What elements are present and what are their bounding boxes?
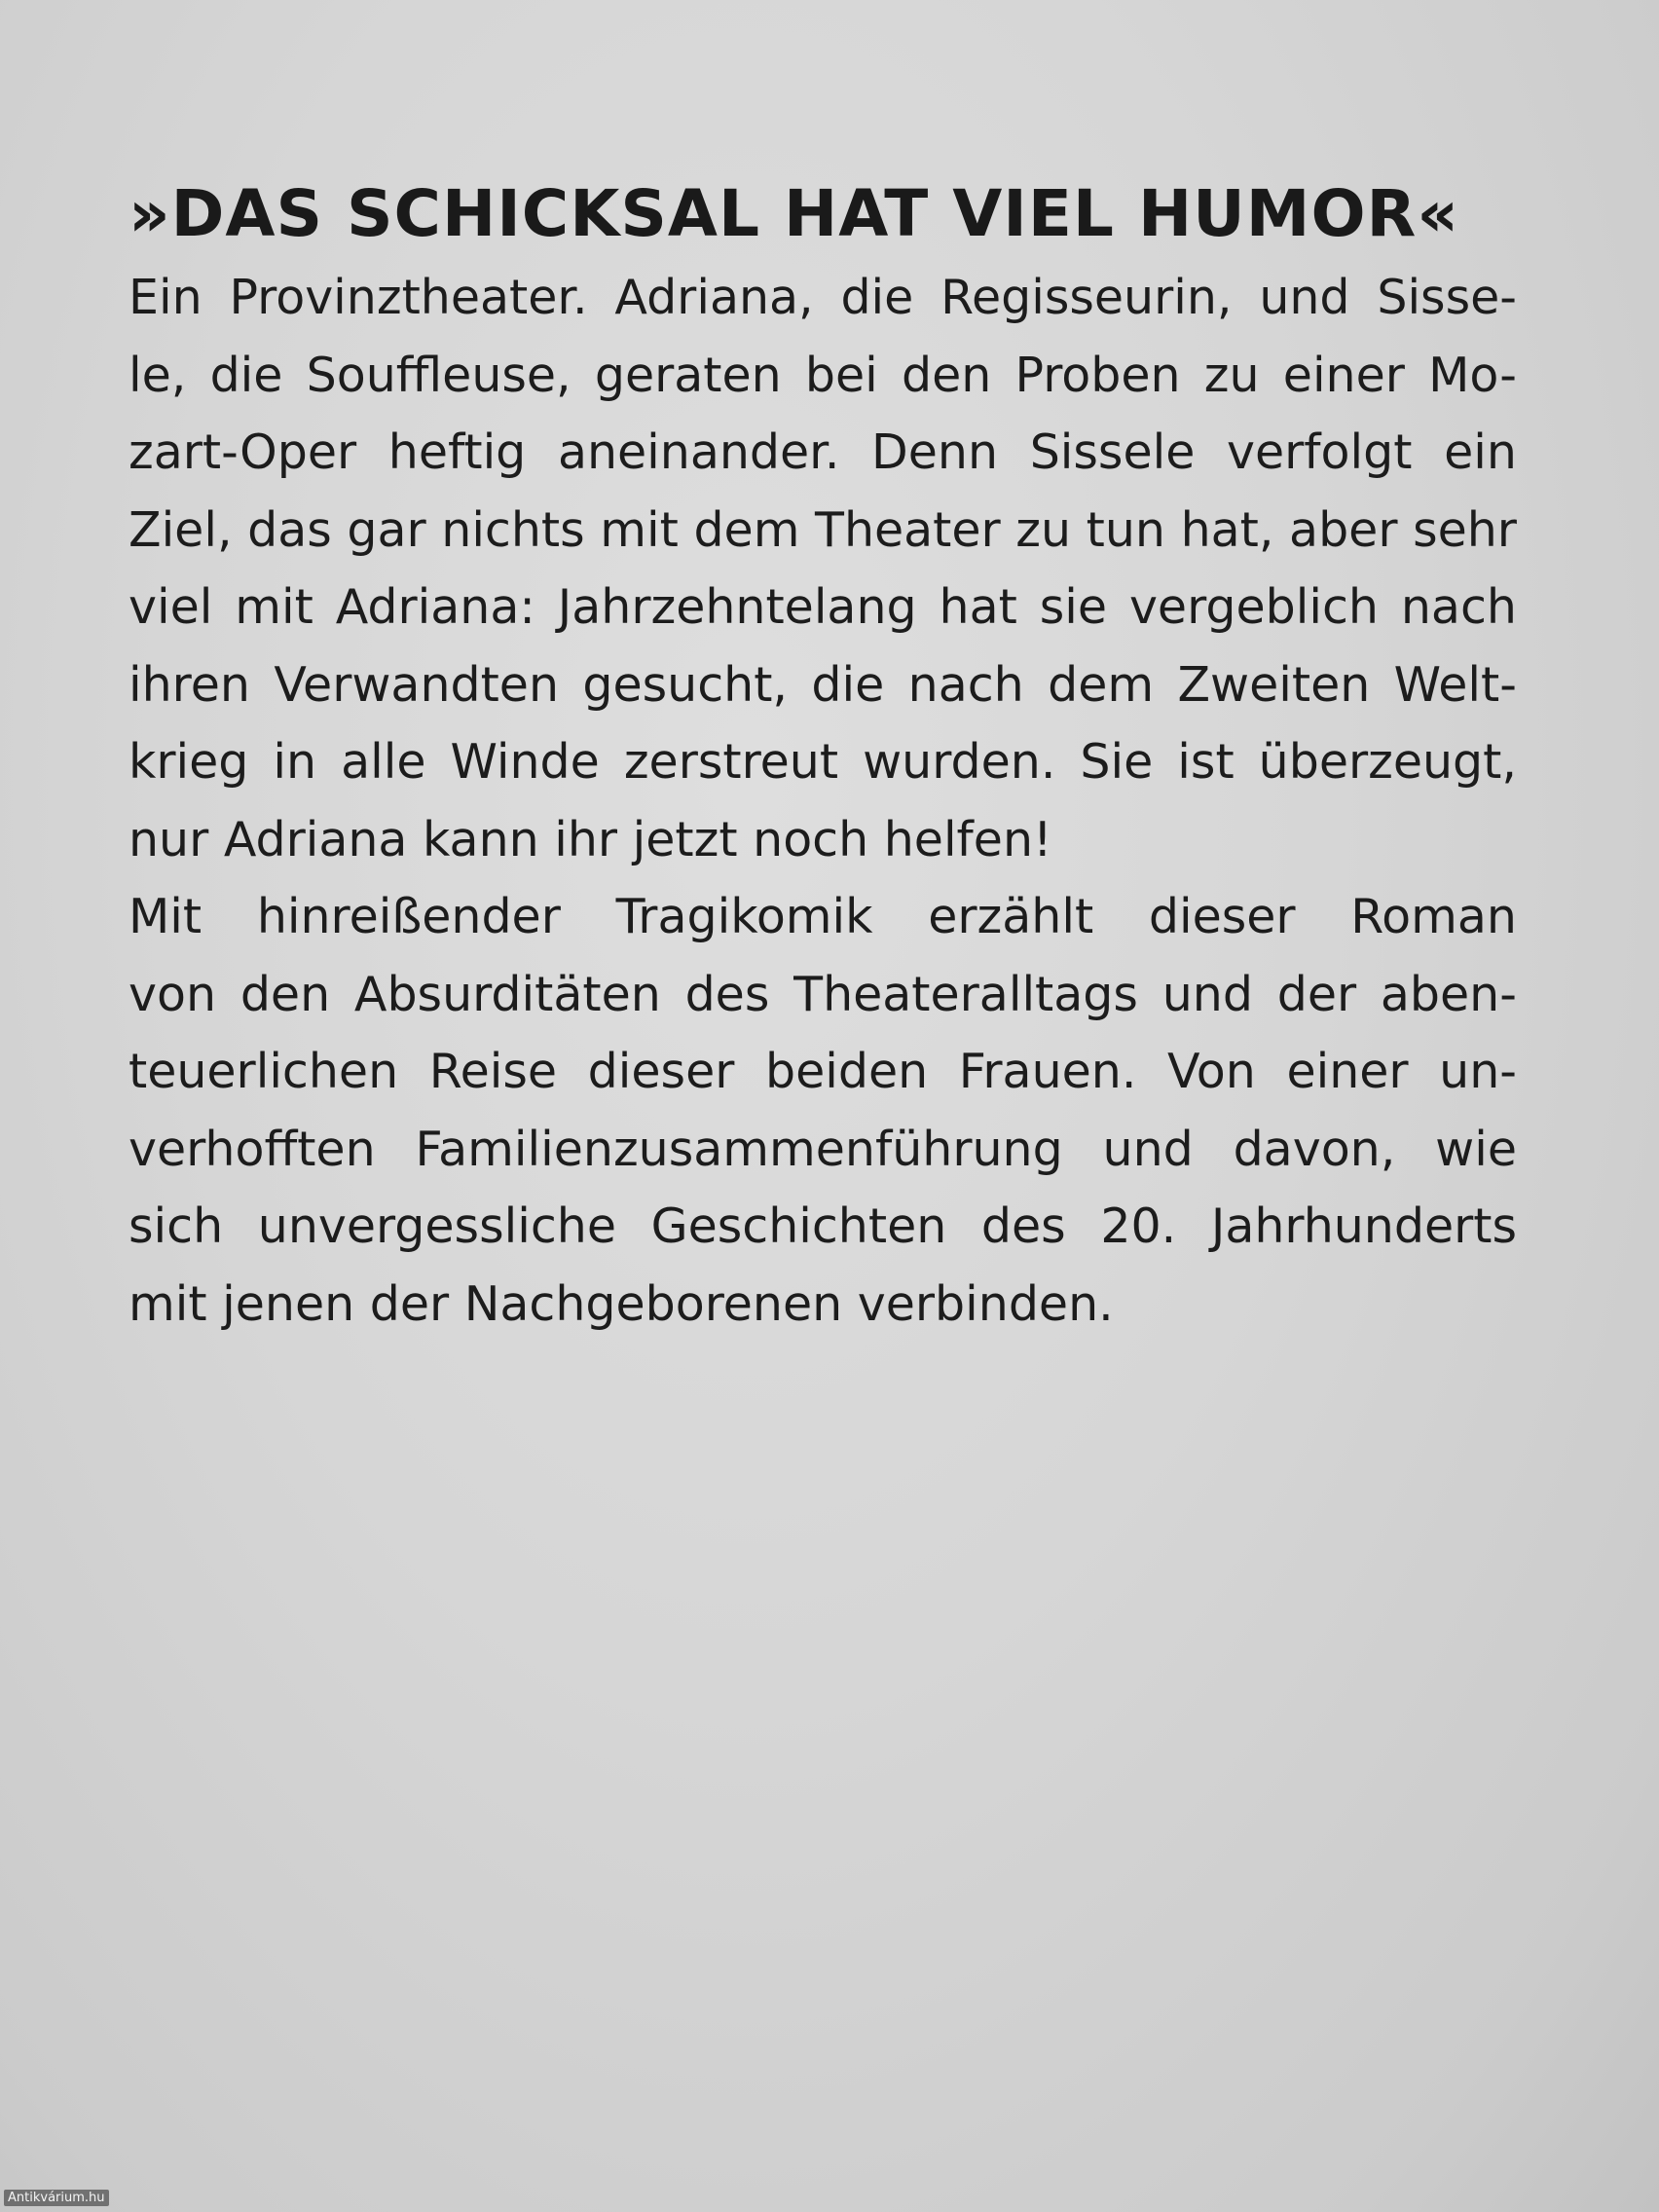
word: tun (1086, 501, 1165, 558)
word: sie (1039, 579, 1108, 635)
word: Proben (1014, 347, 1181, 403)
text-line-last: mit jenen der Nachgeborenen verbinden. (129, 1275, 1114, 1332)
word: dem (1048, 656, 1155, 713)
word: un- (1439, 1044, 1517, 1099)
text-line (129, 337, 1517, 415)
word: Sisse- (1377, 270, 1517, 325)
text-line-last: nur Adriana kann ihr jetzt noch helfen! (129, 811, 1052, 867)
word: der (1276, 966, 1357, 1022)
word: krieg (129, 734, 249, 790)
text-line (129, 1188, 1517, 1266)
word: viel (129, 579, 213, 635)
word: nichts (441, 501, 585, 558)
word: einer (1282, 347, 1405, 403)
word: vergeblich (1128, 579, 1379, 635)
word: Jahrhunderts (1210, 1198, 1517, 1254)
word: Souffleuse, (306, 347, 571, 403)
word: des (980, 1198, 1066, 1254)
word: ein (1444, 424, 1517, 480)
word: teuerlichen (129, 1044, 399, 1099)
word: hinreißender (256, 889, 561, 944)
word: bei (804, 347, 878, 403)
word: Jahrzehntelang (557, 579, 917, 635)
text-line (129, 956, 1517, 1034)
word: zu (1203, 347, 1260, 403)
word: hat, (1180, 501, 1274, 558)
word: überzeugt, (1258, 734, 1517, 790)
word: aber (1289, 501, 1398, 558)
word: unvergessliche (257, 1198, 616, 1254)
text-line (129, 569, 1517, 646)
word: und (1259, 270, 1350, 325)
word: Adriana, (614, 270, 814, 325)
word: ist (1177, 734, 1235, 790)
word: zerstreut (623, 734, 839, 790)
word: Zweiten (1177, 656, 1371, 713)
word: von (129, 966, 217, 1022)
word: die (811, 656, 885, 713)
text-line (129, 1033, 1517, 1111)
word: beiden (764, 1044, 929, 1099)
word: verfolgt (1227, 424, 1413, 480)
word: gar (347, 501, 426, 558)
word: Reise (428, 1044, 558, 1099)
word: erzählt (928, 889, 1094, 944)
word: die (209, 347, 283, 403)
word: alle (341, 734, 426, 790)
word: Regisseurin, (940, 270, 1233, 325)
word: Von (1167, 1044, 1256, 1099)
word: Sie (1080, 734, 1154, 790)
word: 20. (1100, 1198, 1177, 1254)
text-line (129, 492, 1517, 570)
blurb-paragraph-2 (129, 878, 1517, 1343)
watermark-label: Antikvárium.hu (4, 2190, 109, 2206)
word: dieser (587, 1044, 735, 1099)
word: geraten (594, 347, 782, 403)
word: dieser (1148, 889, 1296, 944)
word: Verwandten (274, 656, 560, 713)
text-line (129, 723, 1517, 801)
word: heftig (387, 424, 527, 480)
word: Welt- (1393, 656, 1517, 713)
word: Mit (129, 889, 203, 944)
word: die (840, 270, 914, 325)
word: Geschichten (650, 1198, 947, 1254)
word: Provinztheater. (229, 270, 588, 325)
word: des (684, 966, 770, 1022)
word: mit (600, 501, 679, 558)
word: nach (1400, 579, 1517, 635)
word: hat (939, 579, 1017, 635)
word: verhofften (129, 1121, 376, 1177)
word: und (1102, 1121, 1194, 1177)
word: Mo- (1428, 347, 1517, 403)
word: aneinander. (557, 424, 840, 480)
word: sehr (1413, 501, 1517, 558)
word: Theateralltags (793, 966, 1138, 1022)
blurb-paragraph-1 (129, 259, 1517, 878)
text-line (129, 878, 1517, 956)
word: den (240, 966, 331, 1022)
word: gesucht, (582, 656, 789, 713)
word: Ziel, (129, 501, 233, 558)
word: davon, (1233, 1121, 1396, 1177)
word: in (273, 734, 317, 790)
word: Denn (871, 424, 999, 480)
word: wie (1435, 1121, 1517, 1177)
word: zu (1015, 501, 1072, 558)
word: das (247, 501, 332, 558)
word: Theater (815, 501, 1001, 558)
word: Ein (129, 270, 203, 325)
text-line (129, 646, 1517, 724)
word: Tragikomik (615, 889, 873, 944)
word: einer (1286, 1044, 1409, 1099)
word: Roman (1350, 889, 1517, 944)
word: Sissele (1029, 424, 1196, 480)
word: zart-Oper (129, 424, 357, 480)
word: Frauen. (958, 1044, 1137, 1099)
word: Adriana: (335, 579, 535, 635)
blurb-heading: »DAS SCHICKSAL HAT VIEL HUMOR« (129, 176, 1460, 251)
word: ihren (129, 656, 250, 713)
word: le, (129, 347, 187, 403)
word: Winde (450, 734, 600, 790)
word: Absurditäten (353, 966, 661, 1022)
word: Familienzusammenführung (415, 1121, 1063, 1177)
word: den (902, 347, 992, 403)
word: sich (129, 1198, 224, 1254)
blurb (129, 173, 1517, 1343)
word: aben- (1380, 966, 1517, 1022)
text-line (129, 414, 1517, 492)
word: mit (235, 579, 313, 635)
word: dem (693, 501, 800, 558)
text-line (129, 1111, 1517, 1189)
word: und (1161, 966, 1253, 1022)
word: nach (907, 656, 1024, 713)
text-line (129, 259, 1517, 337)
word: wurden. (863, 734, 1056, 790)
